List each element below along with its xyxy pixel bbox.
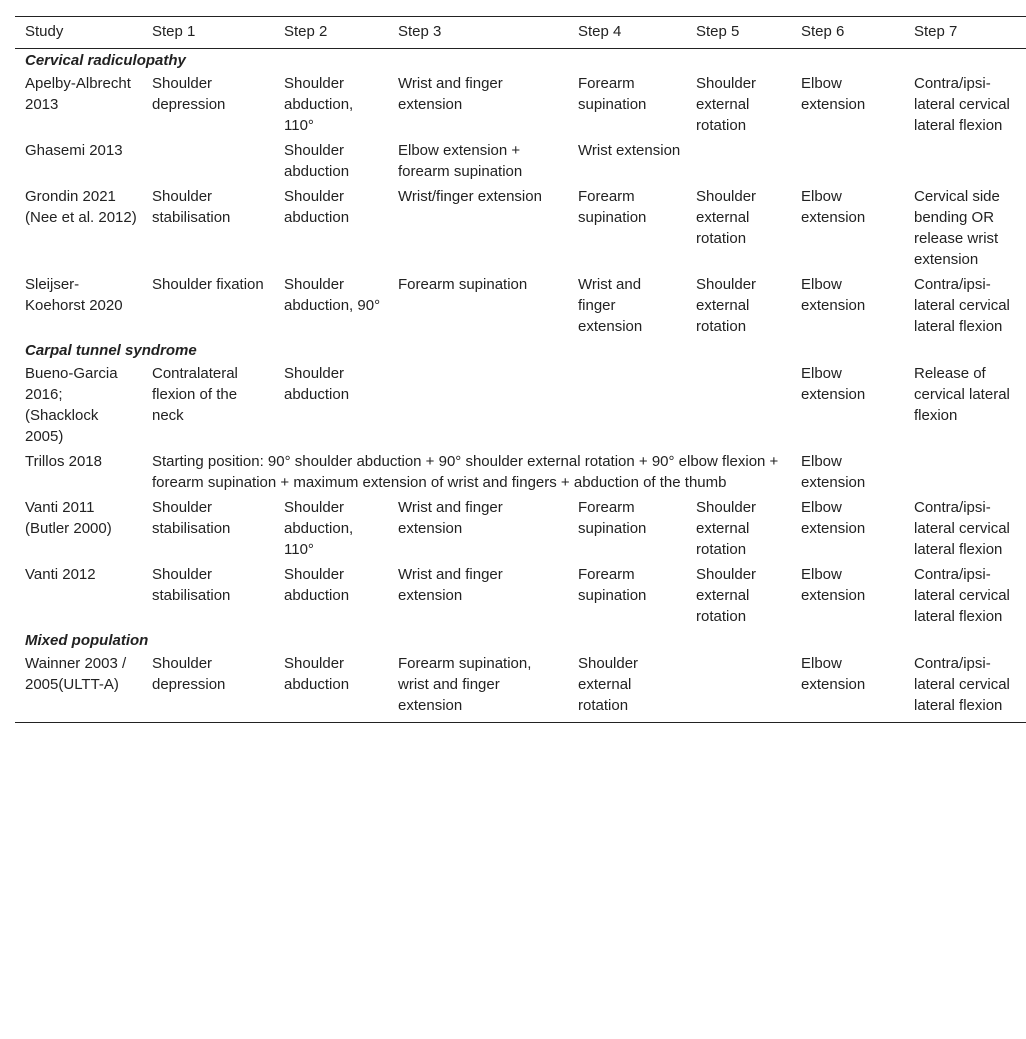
table-cell: Wrist/finger extension	[398, 188, 542, 205]
column-header: Step 2	[284, 23, 328, 40]
table-cell	[142, 138, 274, 184]
table-cell: Shoulder abduction, 110°	[284, 75, 354, 134]
table-cell: Contralateral flexion of the neck	[152, 365, 238, 424]
table-cell: Shoulder stabilisation	[152, 188, 231, 226]
table-cell	[904, 449, 1026, 495]
table-cell: Shoulder abduction	[284, 566, 350, 604]
table-cell: Shoulder external rotation	[696, 276, 757, 335]
table-cell: Shoulder external rotation	[696, 566, 757, 625]
section-row	[15, 629, 1026, 651]
table-cell: Elbow extension	[801, 75, 866, 113]
table-cell: Elbow extension	[801, 276, 866, 314]
table-cell: Contra/ipsi-lateral cervical lateral flexion	[914, 566, 1010, 625]
table-row	[15, 361, 1026, 449]
column-header: Step 4	[578, 23, 622, 40]
table-cell: Wrist and finger extension	[398, 566, 503, 604]
study-cell: Apelby-Albrecht 2013	[25, 75, 131, 113]
table-cell: Shoulder abduction, 110°	[284, 499, 354, 558]
table-cell	[686, 651, 791, 723]
section-title: Mixed population	[25, 632, 149, 649]
table-cell-merged: Starting position: 90° shoulder abduction + 90° shoulder external rotation + 90° elbow flexion + forearm supination + maximum extension of wrist and fingers + abduction of the thumb	[152, 453, 779, 491]
table-cell: Forearm supination	[578, 566, 647, 604]
table-cell	[568, 361, 686, 449]
table-cell: Release of cervical lateral flexion	[914, 365, 1010, 424]
table-cell: Elbow extension + forearm supination	[398, 142, 523, 180]
table-row	[15, 651, 1026, 723]
study-cell: Bueno-Garcia 2016; (Shacklock 2005)	[25, 365, 118, 445]
table-cell: Shoulder abduction	[284, 365, 350, 403]
study-cell: Vanti 2011 (Butler 2000)	[25, 499, 112, 537]
study-cell: Grondin 2021 (Nee et al. 2012)	[25, 188, 137, 226]
column-header: Step 5	[696, 23, 740, 40]
header-row	[15, 17, 1026, 49]
table-cell	[686, 138, 791, 184]
table-cell: Contra/ipsi-lateral cervical lateral flexion	[914, 75, 1010, 134]
table-cell	[388, 361, 568, 449]
column-header: Study	[25, 23, 64, 40]
table-cell: Shoulder abduction	[284, 655, 350, 693]
table-cell: Contra/ipsi-lateral cervical lateral flexion	[914, 276, 1010, 335]
table-cell: Elbow extension	[801, 566, 866, 604]
section-title: Cervical radiculopathy	[25, 52, 186, 69]
study-cell: Wainner 2003 / 2005(ULTT-A)	[25, 655, 127, 693]
table-cell: Forearm supination	[578, 499, 647, 537]
table-header	[15, 17, 1026, 49]
table-cell: Shoulder fixation	[152, 276, 264, 293]
column-header: Step 7	[914, 23, 958, 40]
table-cell: Shoulder depression	[152, 75, 226, 113]
column-header: Step 6	[801, 23, 845, 40]
study-cell: Vanti 2012	[25, 566, 96, 583]
table-cell: Shoulder abduction	[284, 188, 350, 226]
study-cell: Ghasemi 2013	[25, 142, 123, 159]
table-row	[15, 184, 1026, 272]
ulnt-steps-table	[15, 16, 1026, 723]
table-cell: Cervical side bending OR release wrist extension	[914, 188, 1000, 268]
table-cell: Shoulder external rotation	[696, 75, 757, 134]
table-cell	[904, 138, 1026, 184]
table-cell	[686, 361, 791, 449]
study-cell: Sleijser-Koehorst 2020	[25, 276, 123, 314]
table-row	[15, 71, 1026, 138]
table-cell: Shoulder abduction, 90°	[284, 276, 381, 314]
table-row	[15, 449, 1026, 495]
table-cell: Wrist and finger extension	[398, 75, 503, 113]
table-cell: Forearm supination, wrist and finger extension	[398, 655, 532, 714]
table-cell: Elbow extension	[801, 499, 866, 537]
section-title: Carpal tunnel syndrome	[25, 342, 197, 359]
table-body	[15, 49, 1026, 723]
study-cell: Trillos 2018	[25, 453, 102, 470]
table-cell: Elbow extension	[801, 453, 866, 491]
table-row	[15, 272, 1026, 339]
table-cell	[791, 138, 904, 184]
table-cell: Forearm supination	[578, 75, 647, 113]
column-header: Step 3	[398, 23, 442, 40]
table-cell: Shoulder stabilisation	[152, 566, 231, 604]
table-row	[15, 562, 1026, 629]
table-cell: Shoulder depression	[152, 655, 226, 693]
table-cell: Elbow extension	[801, 188, 866, 226]
table-cell: Forearm supination	[398, 276, 528, 293]
table-cell: Shoulder external rotation	[578, 655, 639, 714]
column-header: Step 1	[152, 23, 196, 40]
table-cell: Shoulder stabilisation	[152, 499, 231, 537]
table-cell: Shoulder external rotation	[696, 499, 757, 558]
table-cell: Forearm supination	[578, 188, 647, 226]
section-row	[15, 339, 1026, 361]
table-row	[15, 495, 1026, 562]
table-cell: Shoulder abduction	[284, 142, 350, 180]
table-cell: Wrist extension	[578, 142, 681, 159]
table-cell: Contra/ipsi-lateral cervical lateral flexion	[914, 499, 1010, 558]
table-cell: Wrist and finger extension	[578, 276, 643, 335]
table-cell: Elbow extension	[801, 655, 866, 693]
table-cell: Wrist and finger extension	[398, 499, 503, 537]
table-cell: Shoulder external rotation	[696, 188, 757, 247]
table-cell: Elbow extension	[801, 365, 866, 403]
table-cell: Contra/ipsi-lateral cervical lateral flexion	[914, 655, 1010, 714]
section-row	[15, 49, 1026, 72]
table-row	[15, 138, 1026, 184]
